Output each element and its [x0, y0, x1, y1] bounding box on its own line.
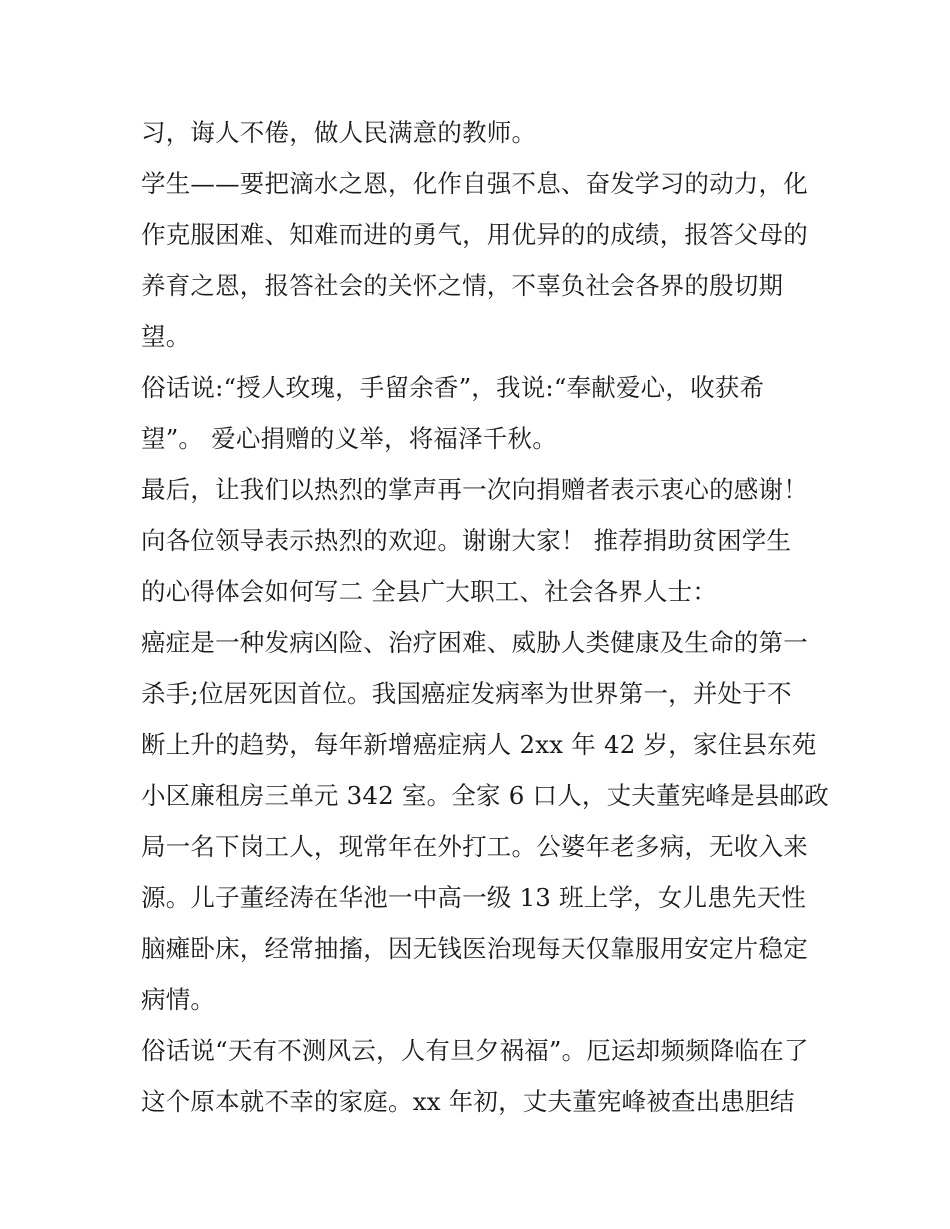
- text-line: 最后，让我们以热烈的掌声再一次向捐赠者表示衷心的感谢！: [141, 475, 808, 504]
- text-line: 习，诲人不倦，做人民满意的教师。: [141, 118, 537, 147]
- text-line: 向各位领导表示热烈的欢迎。谢谢大家！ 推荐捐助贫困学生: [141, 526, 792, 555]
- body-text: [141, 107, 829, 1127]
- text-line: 学生——要把滴水之恩，化作自强不息、奋发学习的动力，化: [141, 169, 808, 198]
- text-line: 脑瘫卧床，经常抽搐，因无钱医治现每天仅靠服用安定片稳定: [141, 934, 808, 963]
- text-line: 断上升的趋势，每年新增癌症病人 2xx 年 42 岁，家住县东苑: [141, 730, 817, 759]
- text-line: 病情。: [141, 985, 216, 1014]
- text-line: 源。儿子董经涛在华池一中高一级 13 班上学，女儿患先天性: [141, 883, 807, 912]
- text-line: 养育之恩，报答社会的关怀之情，不辜负社会各界的殷切期: [141, 271, 784, 300]
- text-line: 杀手;位居死因首位。我国癌症发病率为世界第一，并处于不: [141, 679, 792, 708]
- text-line: 这个原本就不幸的家庭。xx 年初，丈夫董宪峰被查出患胆结: [141, 1087, 795, 1116]
- text-line: 望。: [141, 322, 191, 351]
- text-line: 望”。 爱心捐赠的义举，将福泽千秋。: [141, 424, 557, 453]
- text-line: 作克服困难、知难而进的勇气，用优异的的成绩，报答父母的: [141, 220, 808, 249]
- text-line: 小区廉租房三单元 342 室。全家 6 口人，丈夫董宪峰是县邮政: [141, 781, 829, 810]
- text-line: 的心得体会如何写二 全县广大职工、社会各界人士：: [141, 577, 718, 606]
- text-line: 癌症是一种发病凶险、治疗困难、威胁人类健康及生命的第一: [141, 628, 808, 657]
- text-line: 俗话说“天有不测风云，人有旦夕祸福”。厄运却频频降临在了: [141, 1036, 809, 1065]
- text-line: 俗话说:“授人玫瑰，手留余香”，我说:“奉献爱心，收获希: [141, 373, 765, 402]
- text-line: 局一名下岗工人，现常年在外打工。公婆年老多病，无收入来: [141, 832, 808, 861]
